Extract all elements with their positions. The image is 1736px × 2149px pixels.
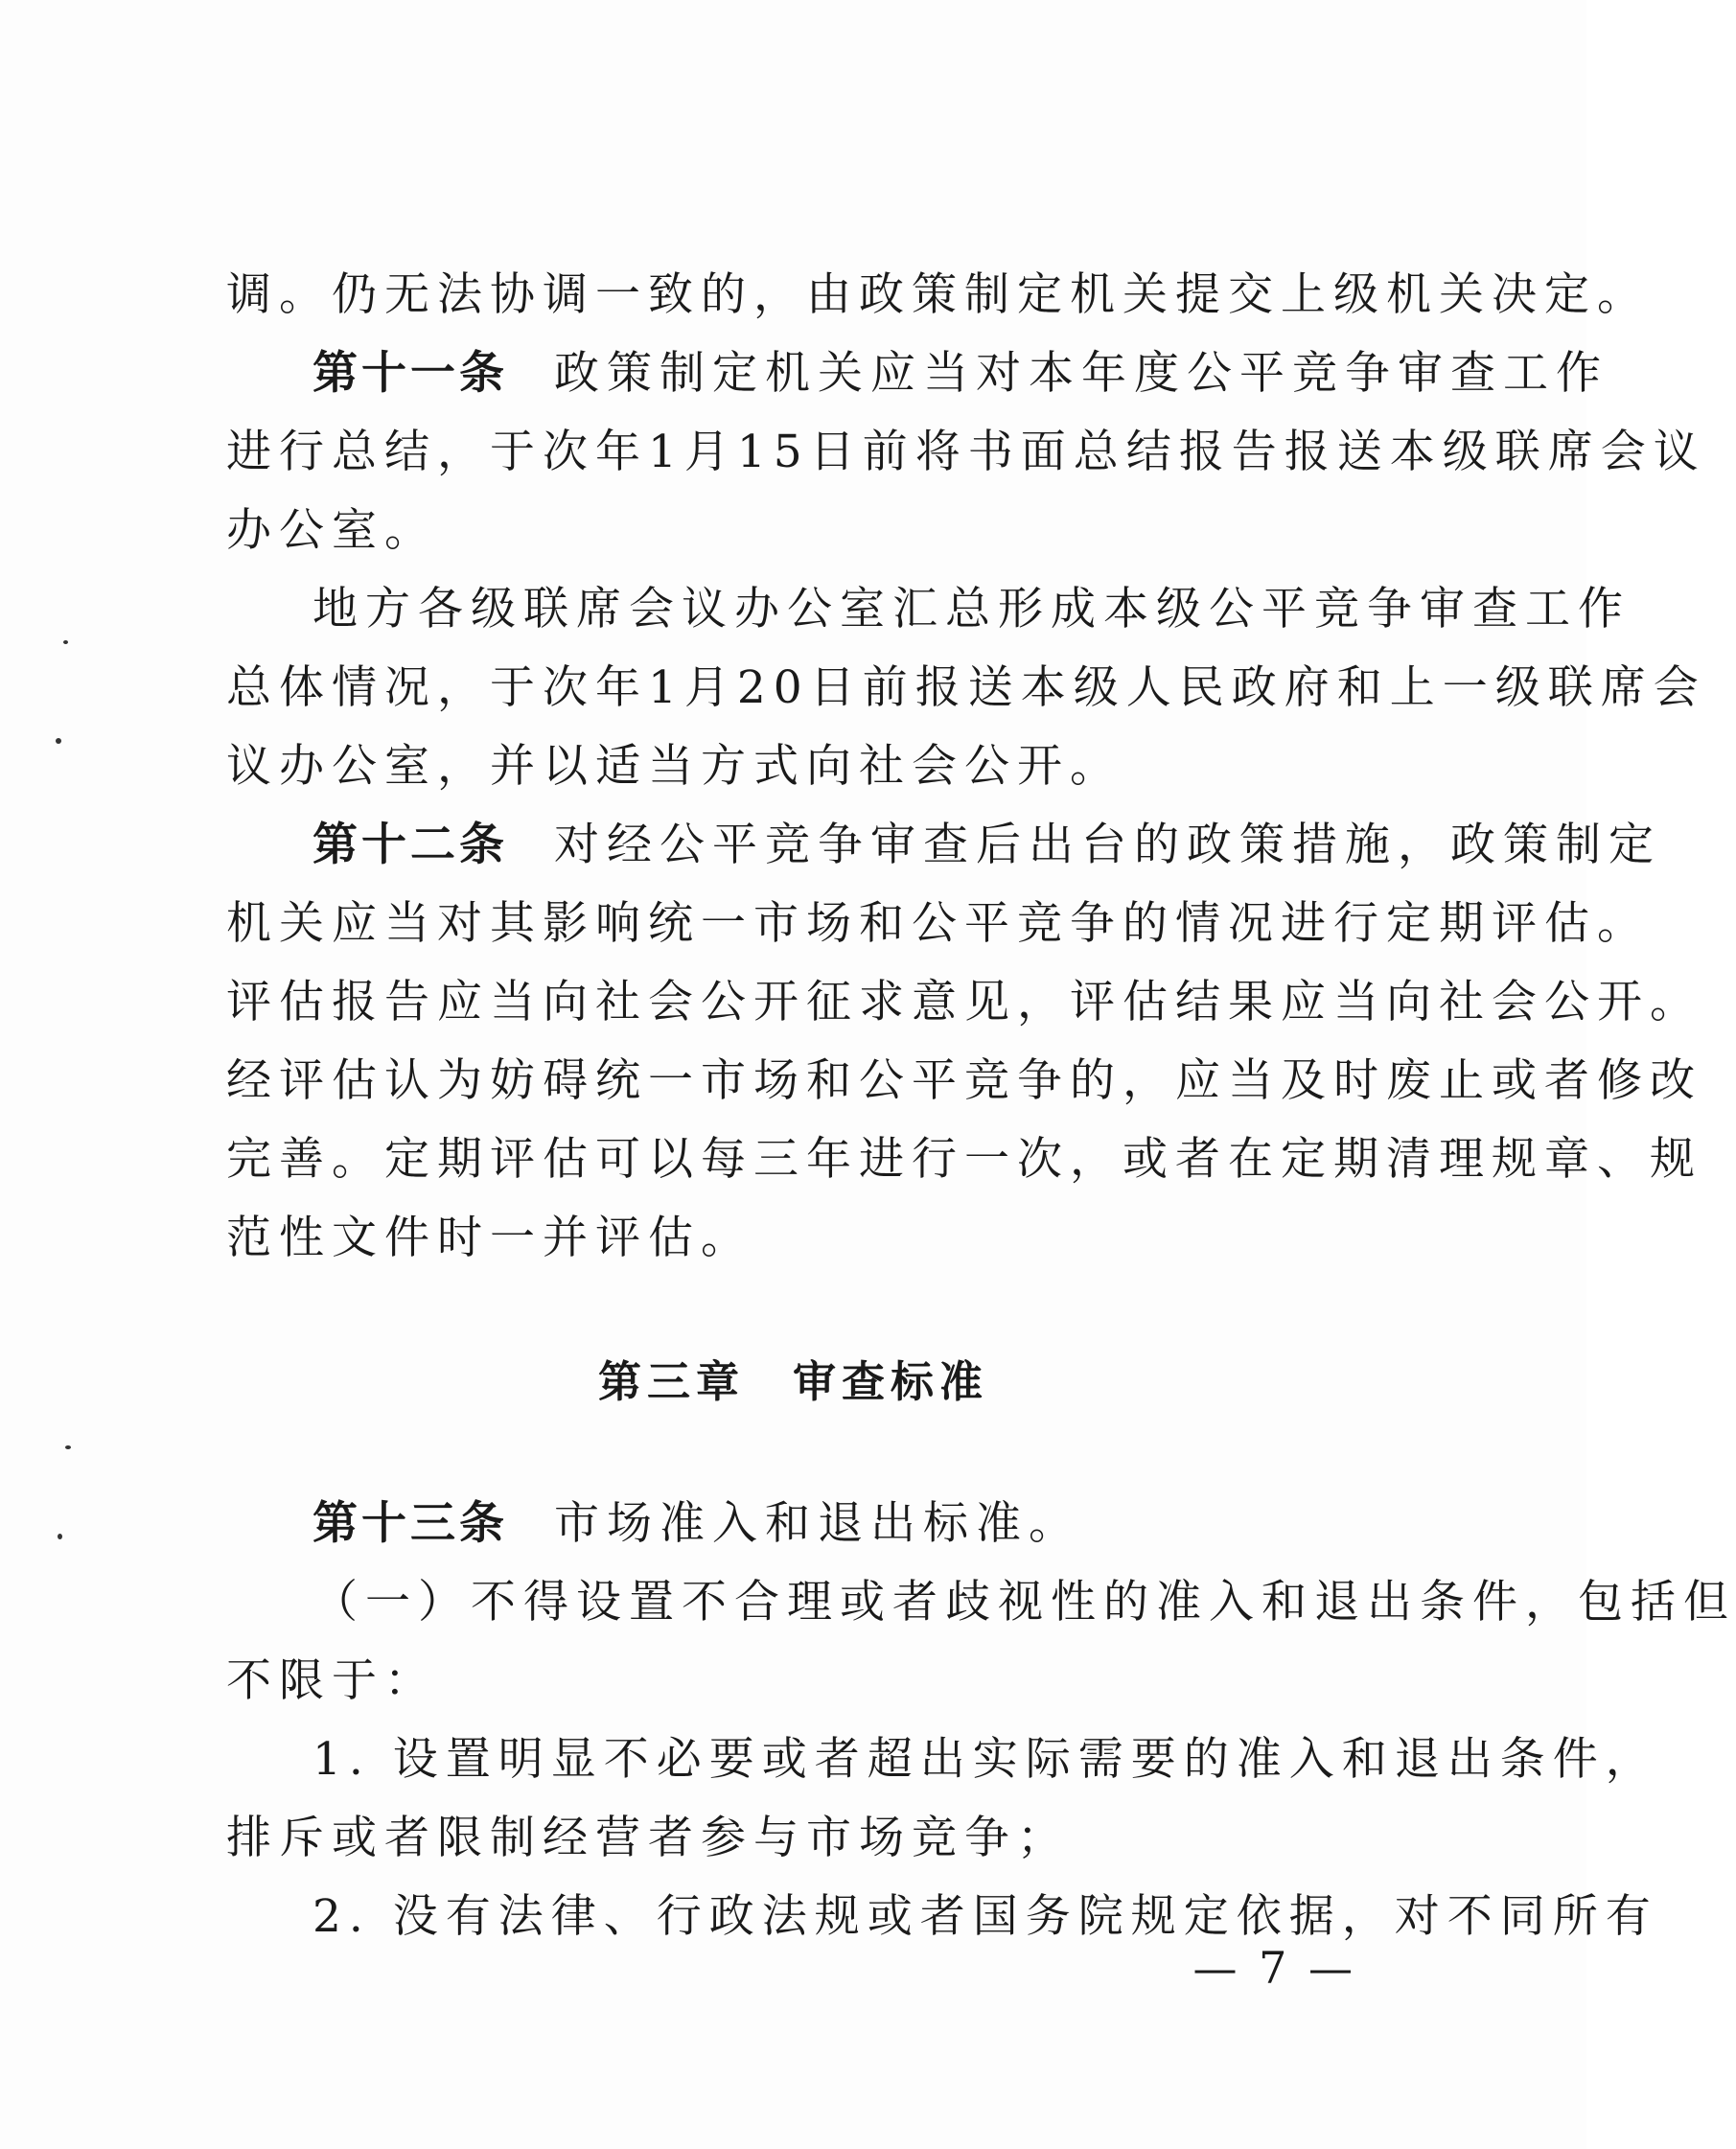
chapter-title: 审查标准 <box>793 1356 989 1407</box>
article-text: 政策制定机关应当对本年度公平竞争审查工作 <box>554 347 1609 400</box>
scan-speck <box>63 640 68 644</box>
article-heading: 第十二条 <box>312 819 508 871</box>
paragraph-line: 议办公室，并以适当方式向社会公开。 <box>226 740 1123 793</box>
paragraph-line: 经评估认为妨碍统一市场和公平竞争的，应当及时废止或者修改 <box>226 1054 1702 1107</box>
scan-speck <box>65 1445 71 1449</box>
paragraph-line: 完善。定期评估可以每三年进行一次，或者在定期清理规章、规 <box>226 1133 1702 1186</box>
article-heading: 第十三条 <box>312 1497 508 1550</box>
paragraph-line: 地方各级联席会议办公室汇总形成本级公平竞争审查工作 <box>312 583 1631 635</box>
paragraph-line: 办公室。 <box>226 504 437 557</box>
chapter-number: 第三章 <box>597 1356 745 1407</box>
paragraph-line: （一）不得设置不合理或者歧视性的准入和退出条件，包括但 <box>312 1576 1736 1629</box>
article-text: 对经公平竞争审查后出台的政策措施，政策制定 <box>554 819 1661 871</box>
paragraph-line: 排斥或者限制经营者参与市场竞争； <box>226 1812 1070 1864</box>
paragraph-line: 总体情况，于次年1月20日前报送本级人民政府和上一级联席会 <box>226 661 1706 714</box>
article-11-line <box>312 345 1609 403</box>
paragraph-line: 调。仍无法协调一致的，由政策制定机关提交上级机关决定。 <box>226 268 1650 321</box>
paragraph-line: 范性文件时一并评估。 <box>226 1212 753 1264</box>
article-13-line <box>312 1495 1081 1553</box>
article-text: 市场准入和退出标准。 <box>554 1497 1081 1550</box>
paragraph-line: 1. 设置明显不必要或者超出实际需要的准入和退出条件， <box>312 1733 1658 1786</box>
paragraph-line: 不限于： <box>226 1654 437 1707</box>
paragraph-line: 2. 没有法律、行政法规或者国务院规定依据，对不同所有 <box>312 1890 1658 1943</box>
scan-speck <box>58 1534 62 1539</box>
article-12-line <box>312 817 1661 874</box>
scan-speck <box>56 738 61 744</box>
chapter-heading <box>0 1353 1586 1411</box>
paragraph-line: 进行总结，于次年1月15日前将书面总结报告报送本级联席会议 <box>226 426 1706 478</box>
page-number: — 7 — <box>1192 1942 1356 1994</box>
paragraph-line: 评估报告应当向社会公开征求意见，评估结果应当向社会公开。 <box>226 976 1702 1028</box>
paragraph-line: 机关应当对其影响统一市场和公平竞争的情况进行定期评估。 <box>226 897 1650 950</box>
article-heading: 第十一条 <box>312 347 508 400</box>
